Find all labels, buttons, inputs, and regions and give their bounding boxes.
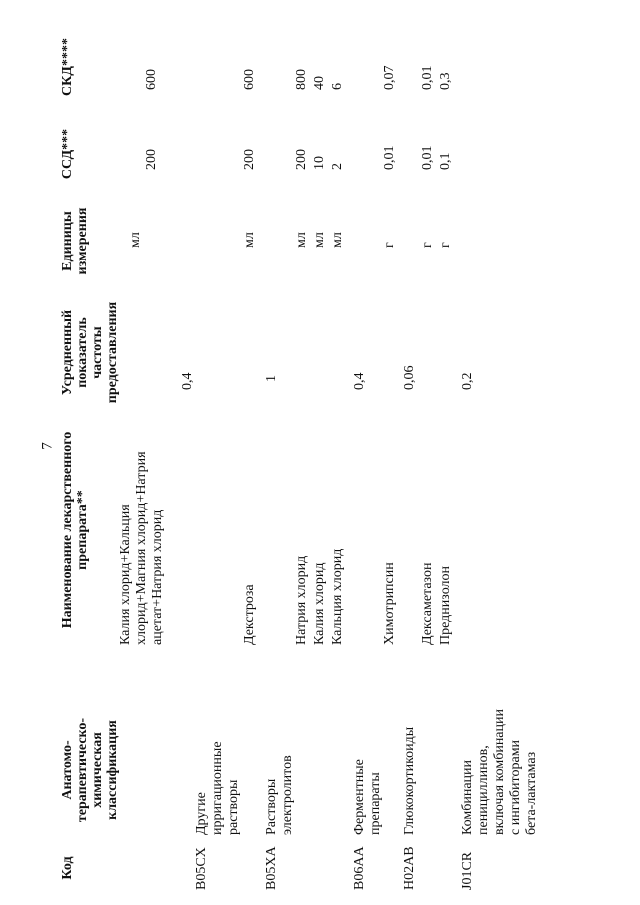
skd-value: 0,07	[382, 65, 397, 90]
freq-value: 1	[264, 375, 279, 382]
row-code: B05CX	[194, 847, 209, 890]
header-freq: Усредненный показатель частоты предоставления	[60, 301, 120, 404]
row-code: B06AA	[352, 846, 367, 890]
unit-value: мл	[294, 232, 309, 248]
skd-value: 0,01	[420, 65, 435, 90]
skd-value: 600	[144, 69, 159, 90]
unit-value: г	[438, 242, 453, 248]
freq-value: 0,4	[180, 372, 195, 390]
ssd-value: 200	[242, 149, 257, 170]
header-code: Код	[60, 856, 75, 880]
unit-value: мл	[312, 232, 327, 248]
header-ssd: ССД***	[60, 128, 75, 180]
row-atc: Комбинации пенициллинов, включая комбинации с ингибиторами бета-лактамаз	[460, 709, 539, 835]
skd-value: 6	[330, 83, 345, 90]
skd-value: 800	[294, 69, 309, 90]
row-atc: Растворы электролитов	[264, 755, 295, 835]
ssd-value: 200	[144, 149, 159, 170]
row-atc: Глюкокортикоиды	[402, 726, 417, 835]
header-atc: Анатомо-терапевтическо-химическая классификация	[60, 717, 120, 823]
skd-value: 600	[242, 69, 257, 90]
freq-value: 0,2	[460, 372, 475, 390]
drug-name: Преднизолон	[438, 566, 453, 645]
header-skd: СКД****	[60, 38, 75, 96]
header-units: Единицы измерения	[60, 207, 90, 275]
row-code: J01CR	[460, 851, 475, 890]
ssd-value: 200	[294, 149, 309, 170]
header-drug: Наименование лекарственного препарата**	[60, 431, 90, 629]
skd-value: 0,3	[438, 72, 453, 90]
ssd-value: 10	[312, 156, 327, 170]
drug-name: Кальция хлорид	[330, 548, 345, 645]
drug-name: Декстроза	[242, 584, 257, 645]
drug-name: Калия хлорид	[312, 562, 327, 645]
ssd-value: 0,01	[382, 145, 397, 170]
ssd-value: 0,01	[420, 145, 435, 170]
ssd-value: 2	[330, 163, 345, 170]
freq-value: 0,4	[352, 372, 367, 390]
ssd-value: 0,1	[438, 152, 453, 170]
row-atc: Другие ирригационные растворы	[194, 741, 241, 835]
drug-name: Калия хлорид+Кальция хлорид+Магния хлорид+Натрия ацетат+Натрия хлорид	[118, 451, 165, 645]
rotated-table	[60, 10, 640, 890]
drug-name: Дексаметазон	[420, 562, 435, 645]
unit-value: г	[382, 242, 397, 248]
page-number: 7	[39, 442, 56, 450]
unit-value: мл	[242, 232, 257, 248]
unit-value: мл	[330, 232, 345, 248]
unit-value: г	[420, 242, 435, 248]
row-code: B05XA	[264, 846, 279, 890]
freq-value: 0,06	[402, 365, 417, 390]
drug-name: Химотрипсин	[382, 562, 397, 645]
row-code: H02AB	[402, 846, 417, 890]
skd-value: 40	[312, 76, 327, 90]
row-atc: Ферментные препараты	[352, 759, 383, 835]
unit-value: мл	[128, 232, 143, 248]
drug-name: Натрия хлорид	[294, 555, 309, 645]
